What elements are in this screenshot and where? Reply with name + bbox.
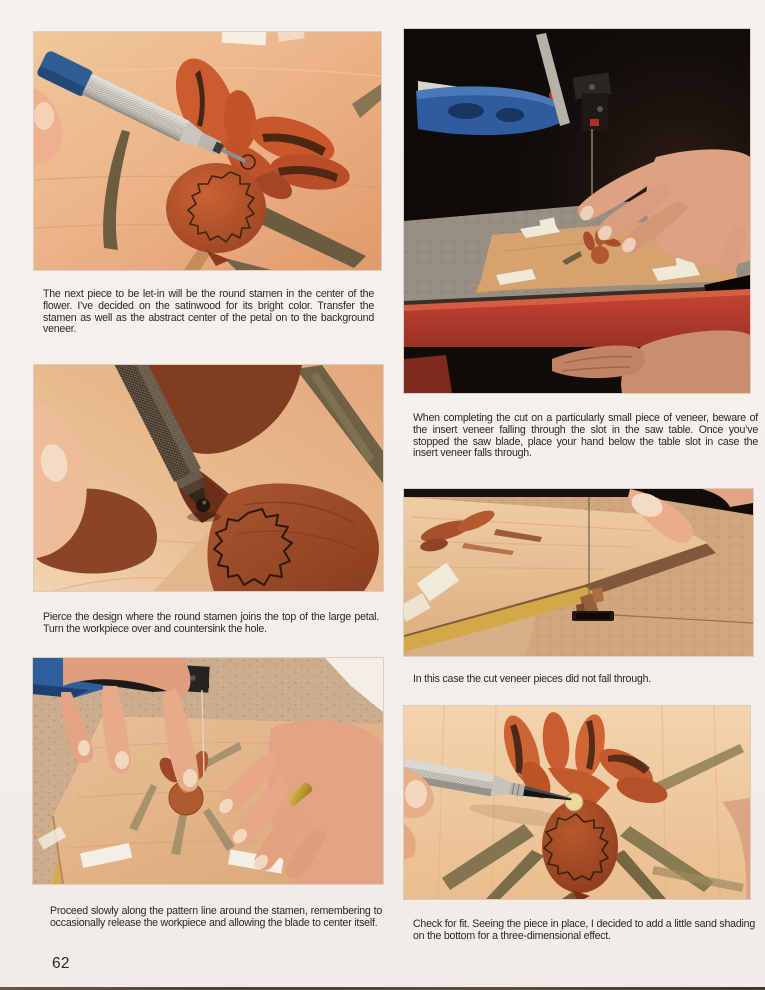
- figure-caption: The next piece to be let-in will be the round stamen in the center of the flower. I’ve decided on the satinwood for its bright color. Transfer the stamen as well as the abstract center of the petal on to the background veneer.: [43, 288, 374, 336]
- figure-transfer-stamen: [34, 32, 381, 270]
- figure-caption: Check for fit. Seeing the piece in place, I decided to add a little sand shading on the bottom for a three-dimensional effect.: [413, 918, 755, 942]
- fingernail: [34, 102, 54, 130]
- figure-caption: When completing the cut on a particularly small piece of veneer, beware of the insert veneer falling through the slot in the saw table. Once you’ve stopped the saw blade, place your hand below the table slot in case the insert veneer falls through.: [413, 412, 758, 460]
- figure-guide-workpiece: [33, 658, 383, 884]
- figure-caption: Proceed slowly along the pattern line around the stamen, remembering to occasionally release the workpiece and allowing the blade to center itself.: [50, 905, 382, 929]
- figure-caption: In this case the cut veneer pieces did not fall through.: [413, 673, 651, 685]
- figure-countersink: [34, 365, 383, 591]
- photo-check-fit-image: [404, 706, 750, 899]
- photo-saw-cut-image: [404, 29, 750, 393]
- photo-veneer-slot-image: [404, 489, 753, 656]
- figure-check-fit: [404, 706, 750, 899]
- photo-guide-workpiece-image: [33, 658, 383, 884]
- figure-caption: Pierce the design where the round stamen joins the top of the large petal. Turn the workpiece over and countersink the hole.: [43, 611, 379, 635]
- figure-veneer-slot: [404, 489, 753, 656]
- photo-countersink-image: [34, 365, 383, 591]
- satinwood-stamen: [565, 793, 583, 811]
- page-number: 62: [52, 955, 70, 972]
- photo-transfer-stamen-image: [34, 32, 381, 270]
- figure-saw-cut: [404, 29, 750, 393]
